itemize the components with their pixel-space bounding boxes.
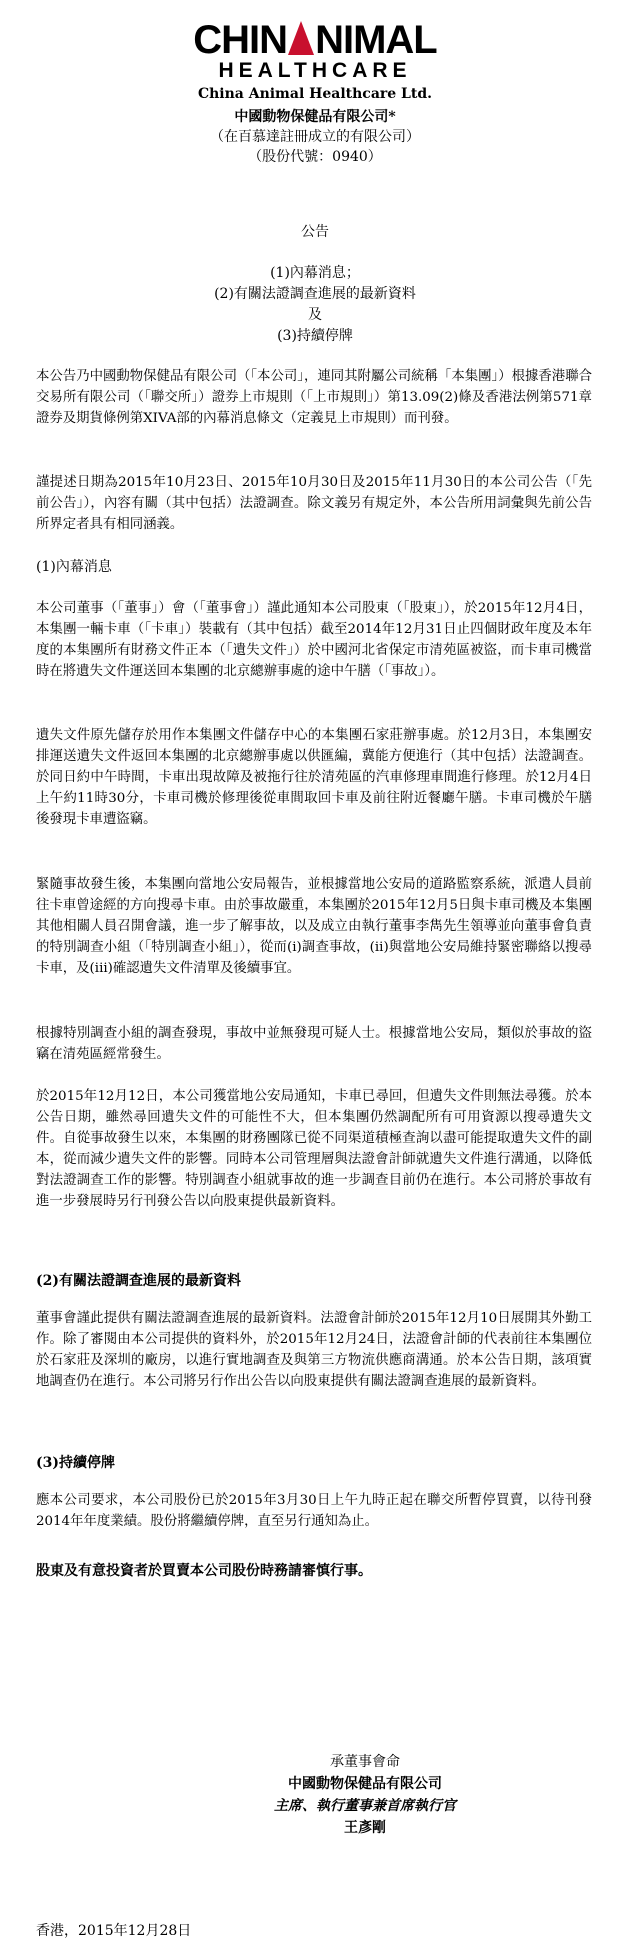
company-name-zh: 中國動物保健品有限公司* — [234, 109, 396, 125]
announcement-heading-item1: (1)內幕消息； — [270, 265, 360, 281]
company-name-en: China Animal Healthcare Ltd. — [197, 86, 433, 102]
section3-paragraph1: 應本公司要求，本公司股份已於2015年3月30日上午九時正起在聯交所暫停買賣，以待刊發2014年年度業績。股份將繼續停牌，直至另行通知為止。 — [36, 1493, 592, 1529]
section2-title: (2)有關法證調查進展的最新資料 — [36, 1273, 241, 1289]
announcement-heading-and: 及 — [308, 307, 322, 323]
logo-text-part2: NIMAL — [315, 18, 437, 62]
caution-statement: 股東及有意投資者於買賣本公司股份時務請審慎行事。 — [36, 1563, 372, 1579]
announcement-heading-item3: (3)持續停牌 — [277, 328, 353, 344]
section1-paragraph4: 根據特別調查小組的調查發現，事故中並無發現可疑人士。根據當地公安局，類似於事故的盜竊在清苑區經常發生。 — [36, 1026, 592, 1062]
section1-paragraph5: 於2015年12月12日，本公司獲當地公安局通知，卡車已尋回，但遺失文件則無法尋獲。於本公告日期，雖然尋回遺失文件的可能性不大，但本集團仍然調配所有可用資源以搜尋遺失文件。自從事故發生以來，本集團的財務團隊已從不同渠道積極查詢以盡可能提取遺失文件的副本，從而減少遺失文件的影響。同時本公司管理層與法證會計師就遺失文件進行溝通，以降低對法證調查工作的影響。特別調查小組就事故的進一步調查目前仍在進行。本公司將於事故有進一步發展時另行刊發公告以向股東提供最新資料。 — [36, 1089, 592, 1209]
intro-paragraph: 本公告乃中國動物保健品有限公司（「本公司」，連同其附屬公司統稱「本集團」）根據香港聯合交易所有限公司（「聯交所」）證券上市規則（「上市規則」）第13.09(2)條及香港法例第571章證券及期貨條例第XIVA部的內幕消息條文（定義見上市規則）而刊發。 — [36, 369, 592, 426]
signature-by-order: 承董事會命 — [330, 1754, 400, 1770]
section3-title: (3)持續停牌 — [36, 1455, 115, 1471]
reference-paragraph: 謹提述日期為2015年10月23日、2015年10月30日及2015年11月30日的本公司公告（「先前公告」），內容有關（其中包括）法證調查。除文義另有規定外，本公告所用詞彙與先前公告所界定者具有相同涵義。 — [36, 475, 592, 532]
logo-text-line2: HEALTHCARE — [218, 59, 412, 82]
announcement-heading-item2: (2)有關法證調查進展的最新資料 — [214, 286, 416, 302]
signature-company: 中國動物保健品有限公司 — [288, 1776, 442, 1792]
signature-name: 王彥剛 — [344, 1820, 386, 1836]
section1-paragraph2: 遺失文件原先儲存於用作本集團文件儲存中心的本集團石家莊辦事處。於12月3日，本集團安排運送遺失文件返回本集團的北京總辦事處以供匯編，冀能方便進行（其中包括）法證調查。於同日約中午時間，卡車出現故障及被拖行往於清苑區的汽車修理車間進行修理。於12月4日上午約11時30分，卡車司機於修理後從車間取回卡車及前往附近餐廳午膳。卡車司機於午膳後發現卡車遭盜竊。 — [36, 728, 592, 827]
section1-title: (1)內幕消息 — [36, 559, 112, 575]
company-logo — [0, 18, 630, 82]
section1-paragraph3: 緊隨事故發生後，本集團向當地公安局報告，並根據當地公安局的道路監察系統，派遣人員前往卡車曾途經的方向搜尋卡車。由於事故嚴重，本集團於2015年12月5日與卡車司機及本集團其他相關人員召開會議，進一步了解事故，以及成立由執行董事李雋先生領導並向董事會負責的特別調查小組（「特別調查小組」），從而(i)調查事故，(ii)與當地公安局維持緊密聯絡以搜尋卡車，及(iii)確認遺失文件清單及後續事宜。 — [36, 877, 592, 976]
place-and-date: 香港，2015年12月28日 — [36, 1923, 192, 1939]
logo-triangle-icon — [288, 21, 314, 55]
logo-text-part1: CHIN — [193, 18, 288, 62]
section1-paragraph1: 本公司董事（「董事」）會（「董事會」）謹此通知本公司股東（「股東」），於2015年12月4日，本集團一輛卡車（「卡車」）裝載有（其中包括）截至2014年12月31日止四個財政年度及本年度的本集團所有財務文件正本（「遺失文件」）於中國河北省保定市清苑區被盜，而卡車司機當時在將遺失文件運送回本集團的北京總辦事處的途中午膳（「事故」）。 — [36, 601, 592, 679]
section2-paragraph1: 董事會謹此提供有關法證調查進展的最新資料。法證會計師於2015年12月10日展開其外勤工作。除了審閱由本公司提供的資料外，於2015年12月24日，法證會計師的代表前往本集團位於石家莊及深圳的廠房，以進行實地調查及與第三方物流供應商溝通。於本公告日期，該項實地調查仍在進行。本公司將另行作出公告以向股東提供有關法證調查進展的最新資料。 — [36, 1311, 592, 1389]
incorporation-note: （在百慕達註冊成立的有限公司） — [210, 129, 420, 145]
announcement-title: 公告 — [301, 224, 329, 240]
stock-code: （股份代號：0940） — [248, 149, 382, 165]
signature-title: 主席、執行董事兼首席執行官 — [274, 1798, 456, 1814]
